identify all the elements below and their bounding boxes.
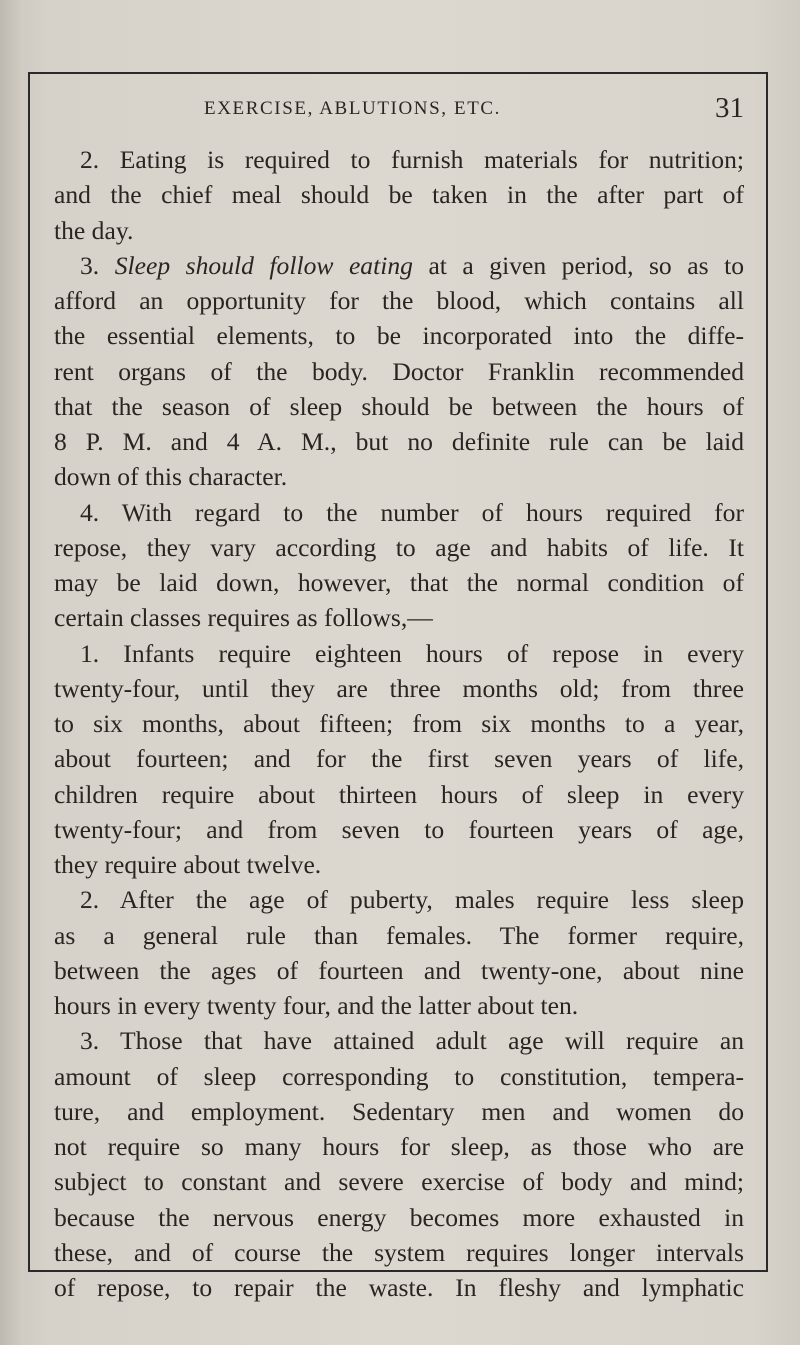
text-line: as a general rule than females. The former require, [54,920,744,950]
text-line: that the season of sleep should be between the hours of [54,391,744,421]
binding-shadow [0,0,24,1345]
text-line: twenty-four, until they are three months old; from three [54,673,744,703]
text-line: twenty-four; and from seven to fourteen years of age, [54,814,744,844]
text-line: they require about twelve. [54,850,322,879]
text-line: 4. With regard to the number of hours required for [80,497,744,527]
text-line: to six months, about fifteen; from six months to a year, [54,709,744,738]
text-line: 2. After the age of puberty, males require less sleep [80,885,744,915]
text-line: the essential elements, to be incorporated into the diffe- [54,321,744,351]
text-line: about fourteen; and for the first seven years of life, [54,744,744,774]
running-head: EXERCISE, ABLUTIONS, ETC. [204,98,502,119]
text-line: hours in every twenty four, and the latter about ten. [54,991,579,1020]
scan-frame-left [28,72,30,1272]
text-line: afford an opportunity for the blood, which contains all [54,286,744,315]
text-line: ture, and employment. Sedentary men and women do [54,1096,744,1126]
text-line: 1. Infants require eighteen hours of repose in every [80,638,744,668]
text-line: repose, they vary according to age and habits of life. It [54,532,744,562]
text-line-with-italic [54,248,744,283]
text-line: these, and of course the system requires longer intervals [54,1237,744,1267]
line-remainder: at a given period, so as to [412,250,744,280]
paragraph-number: 3. [80,250,115,280]
scan-frame-top [28,72,768,74]
text-line: may be laid down, however, that the normal condition of [54,568,744,597]
text-line: of repose, to repair the waste. In fleshy and lymphatic [54,1273,744,1302]
page-header [54,92,744,128]
italic-phrase: Sleep should follow eating [114,250,413,280]
body-text [54,142,744,1305]
text-line: certain classes requires as follows,— [54,603,433,633]
text-line: between the ages of fourteen and twenty-one, about nine [54,955,744,985]
text-line: and the chief meal should be taken in the after part of [54,180,744,210]
text-line: rent organs of the body. Doctor Franklin recommended [54,356,744,386]
scan-frame-right [766,72,768,1272]
text-line: because the nervous energy becomes more exhausted in [54,1202,744,1232]
text-line: down of this character. [54,462,288,492]
text-line: subject to constant and severe exercise of body and mind; [54,1167,744,1197]
text-line: 2. Eating is required to furnish materials for nutrition; [80,145,744,174]
text-line: 3. Those that have attained adult age will require an [80,1026,744,1056]
text-line: not require so many hours for sleep, as those who are [54,1132,744,1161]
text-line: amount of sleep corresponding to constitution, tempera- [54,1061,744,1091]
text-line: the day. [54,215,134,245]
text-line: children require about thirteen hours of sleep in every [54,779,744,809]
page-number: 31 [715,92,744,124]
text-line: 8 P. M. and 4 A. M., but no definite rule can be laid [54,427,744,456]
